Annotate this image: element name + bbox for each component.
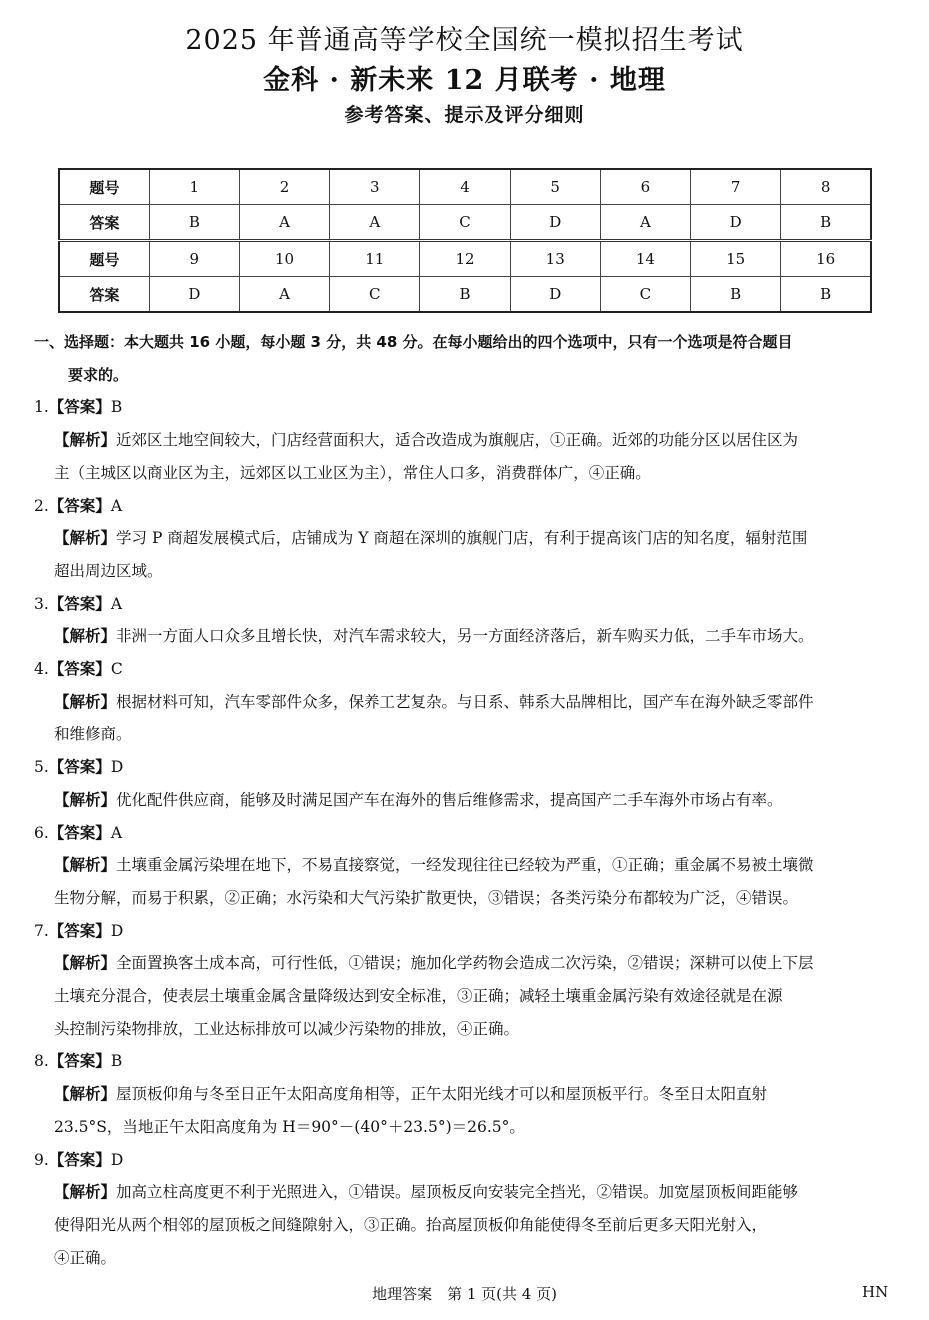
analysis-line (34, 718, 894, 751)
analysis-text: 土壤重金属污染埋在地下，不易直接察觉，一经发现往往已经较为严重，①正确；重金属不易被土壤微 (116, 856, 814, 875)
table-row (59, 241, 871, 277)
analysis-line (34, 849, 894, 882)
row-label: 答案 (59, 277, 149, 313)
analysis-text: 屋顶板仰角与冬至日正午太阳高度角相等，正午太阳光线才可以和屋顶板平行。冬至日太阳直射 (116, 1085, 768, 1104)
analysis-text: 根据材料可知，汽车零部件众多，保养工艺复杂。与日系、韩系大品牌相比，国产车在海外缺乏零部件 (116, 692, 814, 711)
answer-value: D (110, 1150, 124, 1169)
answer-cell: C (420, 205, 510, 241)
analysis-tag: 【解析】 (54, 529, 117, 548)
question-number: 2 (239, 169, 329, 205)
answer-tag: 【答案】 (48, 1150, 111, 1169)
answer-cell: B (781, 205, 871, 241)
question-number: 6 (600, 169, 690, 205)
question-number: 6. (34, 823, 49, 842)
page-footer: 地理答案 第 1 页(共 4 页) (372, 1285, 557, 1303)
analysis-text: 非洲一方面人口众多且增长快，对汽车需求较大，另一方面经济落后，新车购买力低，二手车市场大。 (116, 627, 814, 646)
analysis-line (34, 686, 894, 719)
question-number: 5 (510, 169, 600, 205)
question-number: 4 (420, 169, 510, 205)
answer-cell: A (330, 205, 420, 241)
answer-tag: 【答案】 (48, 496, 111, 515)
exam-subtitle: 金科 · 新未来 12 月联考 · 地理 (263, 65, 666, 96)
answer-tag: 【答案】 (48, 758, 111, 777)
analysis-line (34, 424, 894, 457)
explanation-list (34, 391, 894, 1274)
answer-line (34, 1045, 894, 1078)
analysis-text: 头控制污染物排放，工业达标排放可以减少污染物的排放，④正确。 (54, 1019, 520, 1038)
answer-cell: D (691, 205, 781, 241)
exam-title: 2025 年普通高等学校全国统一模拟招生考试 (185, 25, 744, 56)
analysis-tag: 【解析】 (54, 1085, 117, 1104)
row-label: 题号 (59, 241, 149, 277)
analysis-text: ④正确。 (54, 1248, 117, 1267)
answer-cell: B (420, 277, 510, 313)
analysis-line (34, 1209, 894, 1242)
document-heading: 参考答案、提示及评分细则 (344, 104, 585, 126)
row-label: 题号 (59, 169, 149, 205)
answer-tag: 【答案】 (48, 1052, 111, 1071)
analysis-tag: 【解析】 (54, 1183, 117, 1202)
analysis-text: 加高立柱高度更不利于光照进入，①错误。屋顶板反向安装完全挡光，②错误。加宽屋顶板间距能够 (116, 1183, 799, 1202)
question-number: 9. (34, 1150, 49, 1169)
analysis-text: 使得阳光从两个相邻的屋顶板之间缝隙射入，③正确。抬高屋顶板仰角能使得冬至前后更多天阳光射入， (54, 1215, 768, 1234)
answer-value: A (110, 496, 123, 515)
question-number: 8. (34, 1052, 49, 1071)
analysis-tag: 【解析】 (54, 692, 117, 711)
answer-line (34, 915, 894, 948)
analysis-line (34, 522, 894, 555)
section-intro-cont: 要求的。 (68, 365, 129, 384)
question-number: 5. (34, 758, 49, 777)
question-number: 7 (691, 169, 781, 205)
analysis-line (34, 882, 894, 915)
answer-cell: C (600, 277, 690, 313)
answer-line (34, 1144, 894, 1177)
answer-value: D (110, 758, 124, 777)
table-row (59, 205, 871, 241)
analysis-line (34, 980, 894, 1013)
question-number: 11 (330, 241, 420, 277)
answer-cell: D (510, 277, 600, 313)
question-number: 3 (330, 169, 420, 205)
analysis-tag: 【解析】 (54, 790, 117, 809)
table-row (59, 277, 871, 313)
answer-cell: D (149, 277, 239, 313)
analysis-text: 和维修商。 (54, 725, 132, 744)
answer-line (34, 817, 894, 850)
answer-cell: C (330, 277, 420, 313)
answer-line (34, 391, 894, 424)
question-number: 10 (239, 241, 329, 277)
answer-cell: B (781, 277, 871, 313)
question-number: 1. (34, 398, 49, 417)
analysis-line (34, 555, 894, 588)
analysis-line (34, 1111, 894, 1144)
answer-value: A (110, 823, 123, 842)
row-label: 答案 (59, 205, 149, 241)
answer-key-table (58, 168, 872, 313)
question-number: 13 (510, 241, 600, 277)
analysis-tag: 【解析】 (54, 954, 117, 973)
question-number: 7. (34, 921, 49, 940)
answer-cell: D (510, 205, 600, 241)
analysis-text: 优化配件供应商，能够及时满足国产车在海外的售后维修需求，提高国产二手车海外市场占有率。 (116, 790, 783, 809)
answer-value: D (110, 921, 124, 940)
answer-tag: 【答案】 (48, 594, 111, 613)
answer-line (34, 490, 894, 523)
answer-tag: 【答案】 (48, 823, 111, 842)
answer-line (34, 653, 894, 686)
question-number: 9 (149, 241, 239, 277)
answer-tag: 【答案】 (48, 398, 111, 417)
question-number: 14 (600, 241, 690, 277)
answer-value: B (110, 1052, 123, 1071)
answer-line (34, 588, 894, 621)
analysis-tag: 【解析】 (54, 627, 117, 646)
analysis-line (34, 1013, 894, 1046)
analysis-tag: 【解析】 (54, 431, 117, 450)
analysis-tag: 【解析】 (54, 856, 117, 875)
answer-cell: A (600, 205, 690, 241)
table-row (59, 169, 871, 205)
answer-value: A (110, 594, 123, 613)
analysis-line (34, 457, 894, 490)
analysis-text: 23.5°S，当地正午太阳高度角为 H＝90°－(40°＋23.5°)＝26.5°。 (54, 1117, 525, 1136)
analysis-text: 全面置换客土成本高，可行性低，①错误；施加化学药物会造成二次污染，②错误；深耕可以使上下层 (116, 954, 814, 973)
analysis-text: 超出周边区域。 (54, 561, 163, 580)
analysis-text: 学习 P 商超发展模式后，店铺成为 Y 商超在深圳的旗舰门店，有利于提高该门店的知名度，辐射范围 (116, 529, 808, 548)
answer-cell: B (691, 277, 781, 313)
question-number: 4. (34, 660, 49, 679)
section-intro: 一、选择题：本大题共 16 小题，每小题 3 分，共 48 分。在每小题给出的四个选项中，只有一个选项是符合题目 (34, 333, 793, 351)
answer-cell: B (149, 205, 239, 241)
question-number: 15 (691, 241, 781, 277)
analysis-text: 土壤充分混合，使表层土壤重金属含量降级达到安全标准，③正确；减轻土壤重金属污染有效途径就是在源 (54, 987, 783, 1006)
analysis-line (34, 947, 894, 980)
region-code: HN (862, 1283, 889, 1301)
question-number: 2. (34, 496, 49, 515)
analysis-line (34, 784, 894, 817)
answer-line (34, 751, 894, 784)
answer-tag: 【答案】 (48, 660, 111, 679)
question-number: 8 (781, 169, 871, 205)
question-number: 12 (420, 241, 510, 277)
answer-tag: 【答案】 (48, 921, 111, 940)
analysis-line (34, 1078, 894, 1111)
answer-cell: A (239, 205, 329, 241)
answer-value: B (110, 398, 123, 417)
analysis-text: 生物分解，而易于积累，②正确；水污染和大气污染扩散更快，③错误；各类污染分布都较为广泛，④错误。 (54, 888, 799, 907)
question-number: 1 (149, 169, 239, 205)
answer-value: C (110, 660, 123, 679)
analysis-text: 近郊区土地空间较大，门店经营面积大，适合改造成为旗舰店，①正确。近郊的功能分区以居住区为 (116, 431, 799, 450)
analysis-text: 主（主城区以商业区为主，远郊区以工业区为主），常住人口多，消费群体广，④正确。 (54, 463, 651, 482)
analysis-line (34, 620, 894, 653)
answer-cell: A (239, 277, 329, 313)
analysis-line (34, 1176, 894, 1209)
question-number: 3. (34, 594, 49, 613)
answer-explanations (34, 326, 894, 1274)
question-number: 16 (781, 241, 871, 277)
analysis-line (34, 1242, 894, 1275)
